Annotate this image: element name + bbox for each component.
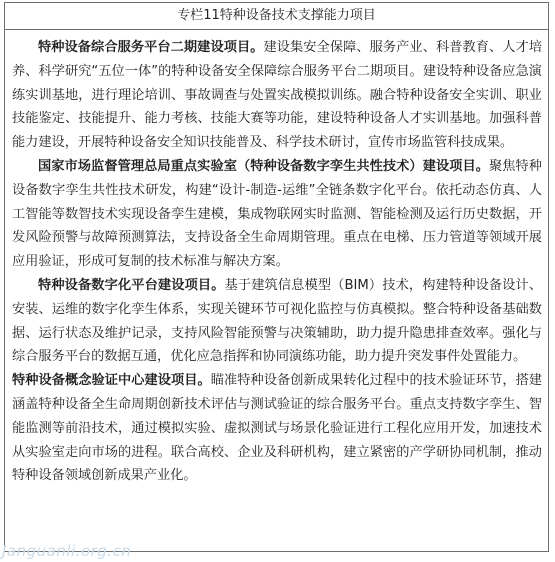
column-body (5, 30, 548, 488)
paragraph-2-text: 聚焦特种设备数字孪生共性技术研发，构建“设计-制造-运维”全链条数字化平台。依托动态仿真、人工智能等数智技术实现设备孪生建模，集成物联网实时监测、智能检测及运行历史数据，开发风险预警与故障预测算法，支持设备全生命周期管理。重点在电梯、压力管道等领域开展应用验证，形成可复制的技术标准与解决方案。 (12, 158, 542, 270)
paragraph-4 (12, 369, 542, 488)
paragraph-3 (12, 274, 542, 369)
watermark: Janguanli.org.cn (2, 542, 132, 560)
column-box (4, 2, 549, 552)
paragraph-3-text: 基于建筑信息模型（BIM）技术，构建特种设备设计、安装、运维的数字化孪生体系，实现关键环节可视化监控与仿真模拟。整合特种设备基础数据、运行状态及维护记录，支持风险智能预警与决策辅助，助力提升隐患排查效率。强化与综合服务平台的数据互通，优化应急指挥和协同演练功能，助力提升突发事件处置能力。 (12, 277, 543, 365)
paragraph-4-lead: 特种设备概念验证中心建设项目。 (12, 373, 211, 389)
paragraph-2-lead: 国家市场监督管理总局重点实验室（特种设备数字孪生共性技术）建设项目。 (38, 158, 490, 174)
paragraph-2 (12, 155, 542, 274)
paragraph-1 (12, 36, 542, 155)
paragraph-3-lead: 特种设备数字化平台建设项目。 (38, 277, 225, 293)
paragraph-1-lead: 特种设备综合服务平台二期建设项目。 (38, 40, 264, 55)
column-title: 专栏11特种设备技术支撑能力项目 (5, 3, 548, 30)
paragraph-1-text: 建设集安全保障、服务产业、科普教育、人才培养、科学研究“五位一体”的特种设备安全保障综合服务平台二期项目。建设特种设备应急演练实训基地，进行理论培训、事故调查与处置实战模拟训练。融合特种设备安全实训、职业技能鉴定、技能提升、能力考核、技能大赛等功能，建设特种设备人才实训基地。加强科普能力建设，开展特种设备安全知识技能普及、科学技术研讨，宣传市场监管科技成果。 (12, 40, 543, 151)
paragraph-4-text: 瞄准特种设备创新成果转化过程中的技术验证环节，搭建涵盖特种设备全生命周期创新技术评估与测试验证的综合服务平台。重点支持数字孪生、智能监测等前沿技术，通过模拟实验、虚拟测试与场景化验证进行工程化应用开发，加速技术从实验室走向市场的进程。联合高校、企业及科研机构，建立紧密的产学研协同机制，推动特种设备领域创新成果产业化。 (12, 373, 543, 484)
